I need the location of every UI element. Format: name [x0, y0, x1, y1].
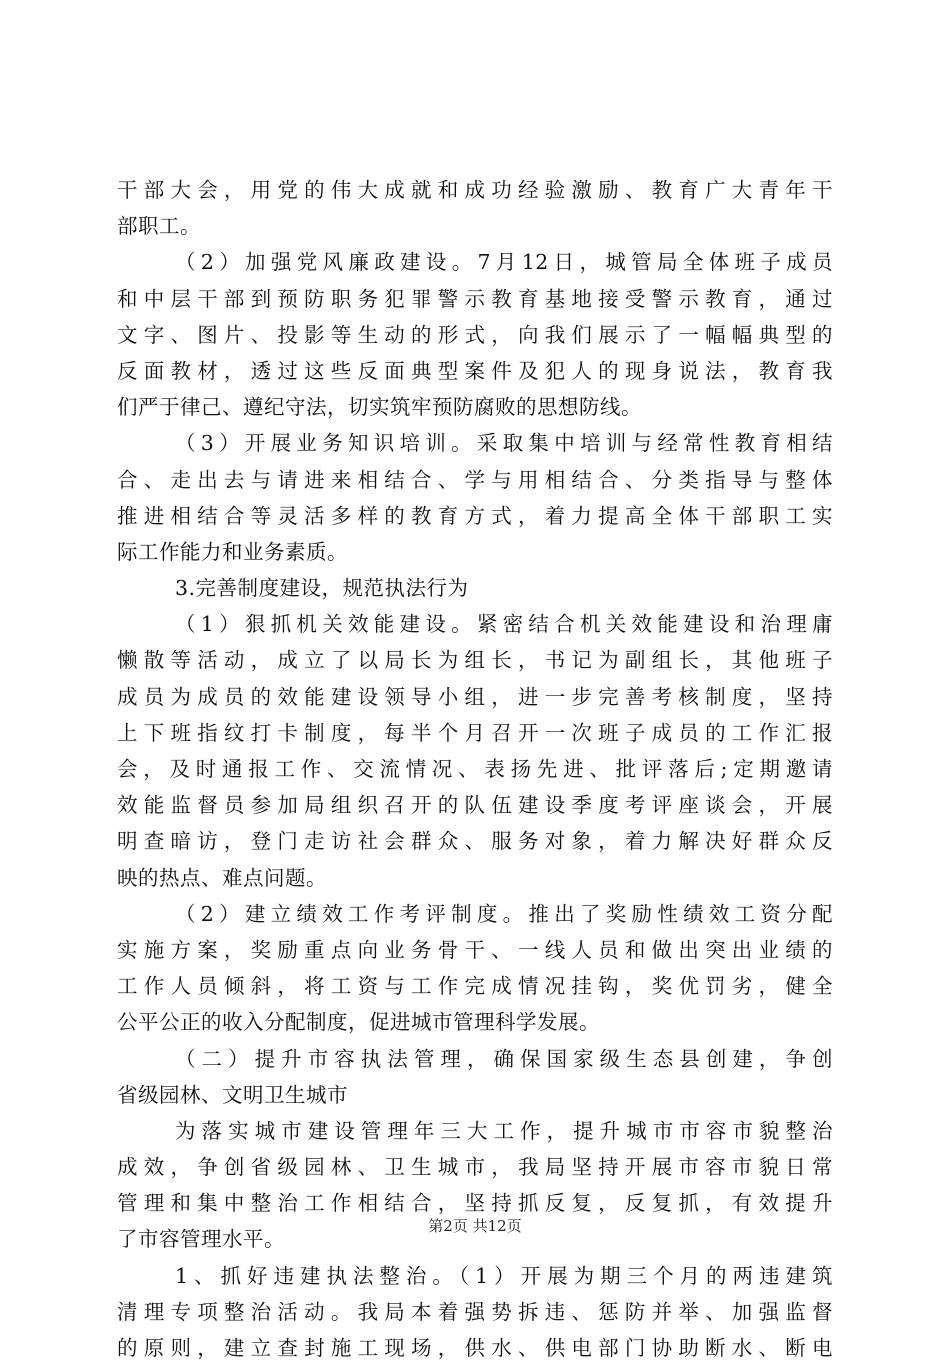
text-line: 3.完善制度建设，规范执法行为 — [175, 576, 469, 601]
text-line: 1、抓好违建执法整治。（1）开展为期三个月的两违建筑 — [175, 1263, 833, 1288]
text-line: 成效，争创省级园林、卫生城市，我局坚持开展市容市貌日常 — [117, 1155, 833, 1180]
text-line: 文字、图片、投影等生动的形式，向我们展示了一幅幅典型的 — [117, 322, 833, 347]
text-line: （2）加强党风廉政建设。7月12日，城管局全体班子成员 — [175, 250, 833, 275]
text-line: 干部大会，用党的伟大成就和成功经验激励、教育广大青年干 — [117, 178, 833, 202]
text-line: 公平公正的收入分配制度，促进城市管理科学发展。 — [117, 1010, 600, 1035]
text-line: 部职工。 — [117, 214, 201, 239]
text-line: 会，及时通报工作、交流情况、表扬先进、批评落后;定期邀请 — [117, 757, 833, 781]
text-line: 为落实城市建设管理年三大工作，提升城市市容市貌整治 — [175, 1118, 833, 1143]
text-line: 成员为成员的效能建设领导小组，进一步完善考核制度，坚持 — [117, 684, 833, 709]
text-line: 和中层干部到预防职务犯罪警示教育基地接受警示教育，通过 — [117, 286, 833, 311]
text-line: 明查暗访，登门走访社会群众、服务对象，着力解决好群众反 — [117, 829, 833, 854]
text-line: 了市容管理水平。 — [117, 1227, 285, 1252]
text-line: 的原则，建立查封施工现场，供水、供电部门协助断水、断电 — [117, 1336, 833, 1360]
text-line: 们严于律己、遵纪守法，切实筑牢预防腐败的思想防线。 — [117, 395, 642, 420]
text-line: 实施方案，奖励重点向业务骨干、一线人员和做出突出业绩的 — [117, 937, 833, 962]
text-line: （1）狠抓机关效能建设。紧密结合机关效能建设和治理庸 — [175, 612, 833, 637]
document-body — [117, 172, 833, 1366]
page-footer: 第2页 共12页 — [428, 1217, 522, 1235]
text-line: 管理和集中整治工作相结合，坚持抓反复，反复抓，有效提升 — [117, 1191, 833, 1216]
text-line: 际工作能力和业务素质。 — [117, 539, 348, 564]
text-line: 省级园林、文明卫生城市 — [117, 1082, 348, 1107]
text-line: 上下班指纹打卡制度，每半个月召开一次班子成员的工作汇报 — [117, 720, 833, 745]
text-line: （二）提升市容执法管理，确保国家级生态县创建，争创 — [175, 1046, 833, 1071]
text-line: 映的热点、难点问题。 — [117, 865, 327, 890]
text-line: 合、走出去与请进来相结合、学与用相结合、分类指导与整体 — [117, 467, 833, 492]
text-line: 推进相结合等灵活多样的教育方式，着力提高全体干部职工实 — [117, 503, 833, 528]
text-line: 工作人员倾斜，将工资与工作完成情况挂钩，奖优罚劣，健全 — [117, 974, 833, 999]
text-line: 效能监督员参加局组织召开的队伍建设季度考评座谈会，开展 — [117, 793, 833, 818]
text-line: （2）建立绩效工作考评制度。推出了奖励性绩效工资分配 — [175, 901, 833, 926]
text-line: 懒散等活动，成立了以局长为组长，书记为副组长，其他班子 — [117, 648, 833, 673]
text-line: 反面教材，透过这些反面典型案件及犯人的现身说法，教育我 — [117, 358, 833, 383]
text-line: （3）开展业务知识培训。采取集中培训与经常性教育相结 — [175, 431, 833, 456]
text-line: 清理专项整治活动。我局本着强势拆违、惩防并举、加强监督 — [117, 1299, 833, 1324]
